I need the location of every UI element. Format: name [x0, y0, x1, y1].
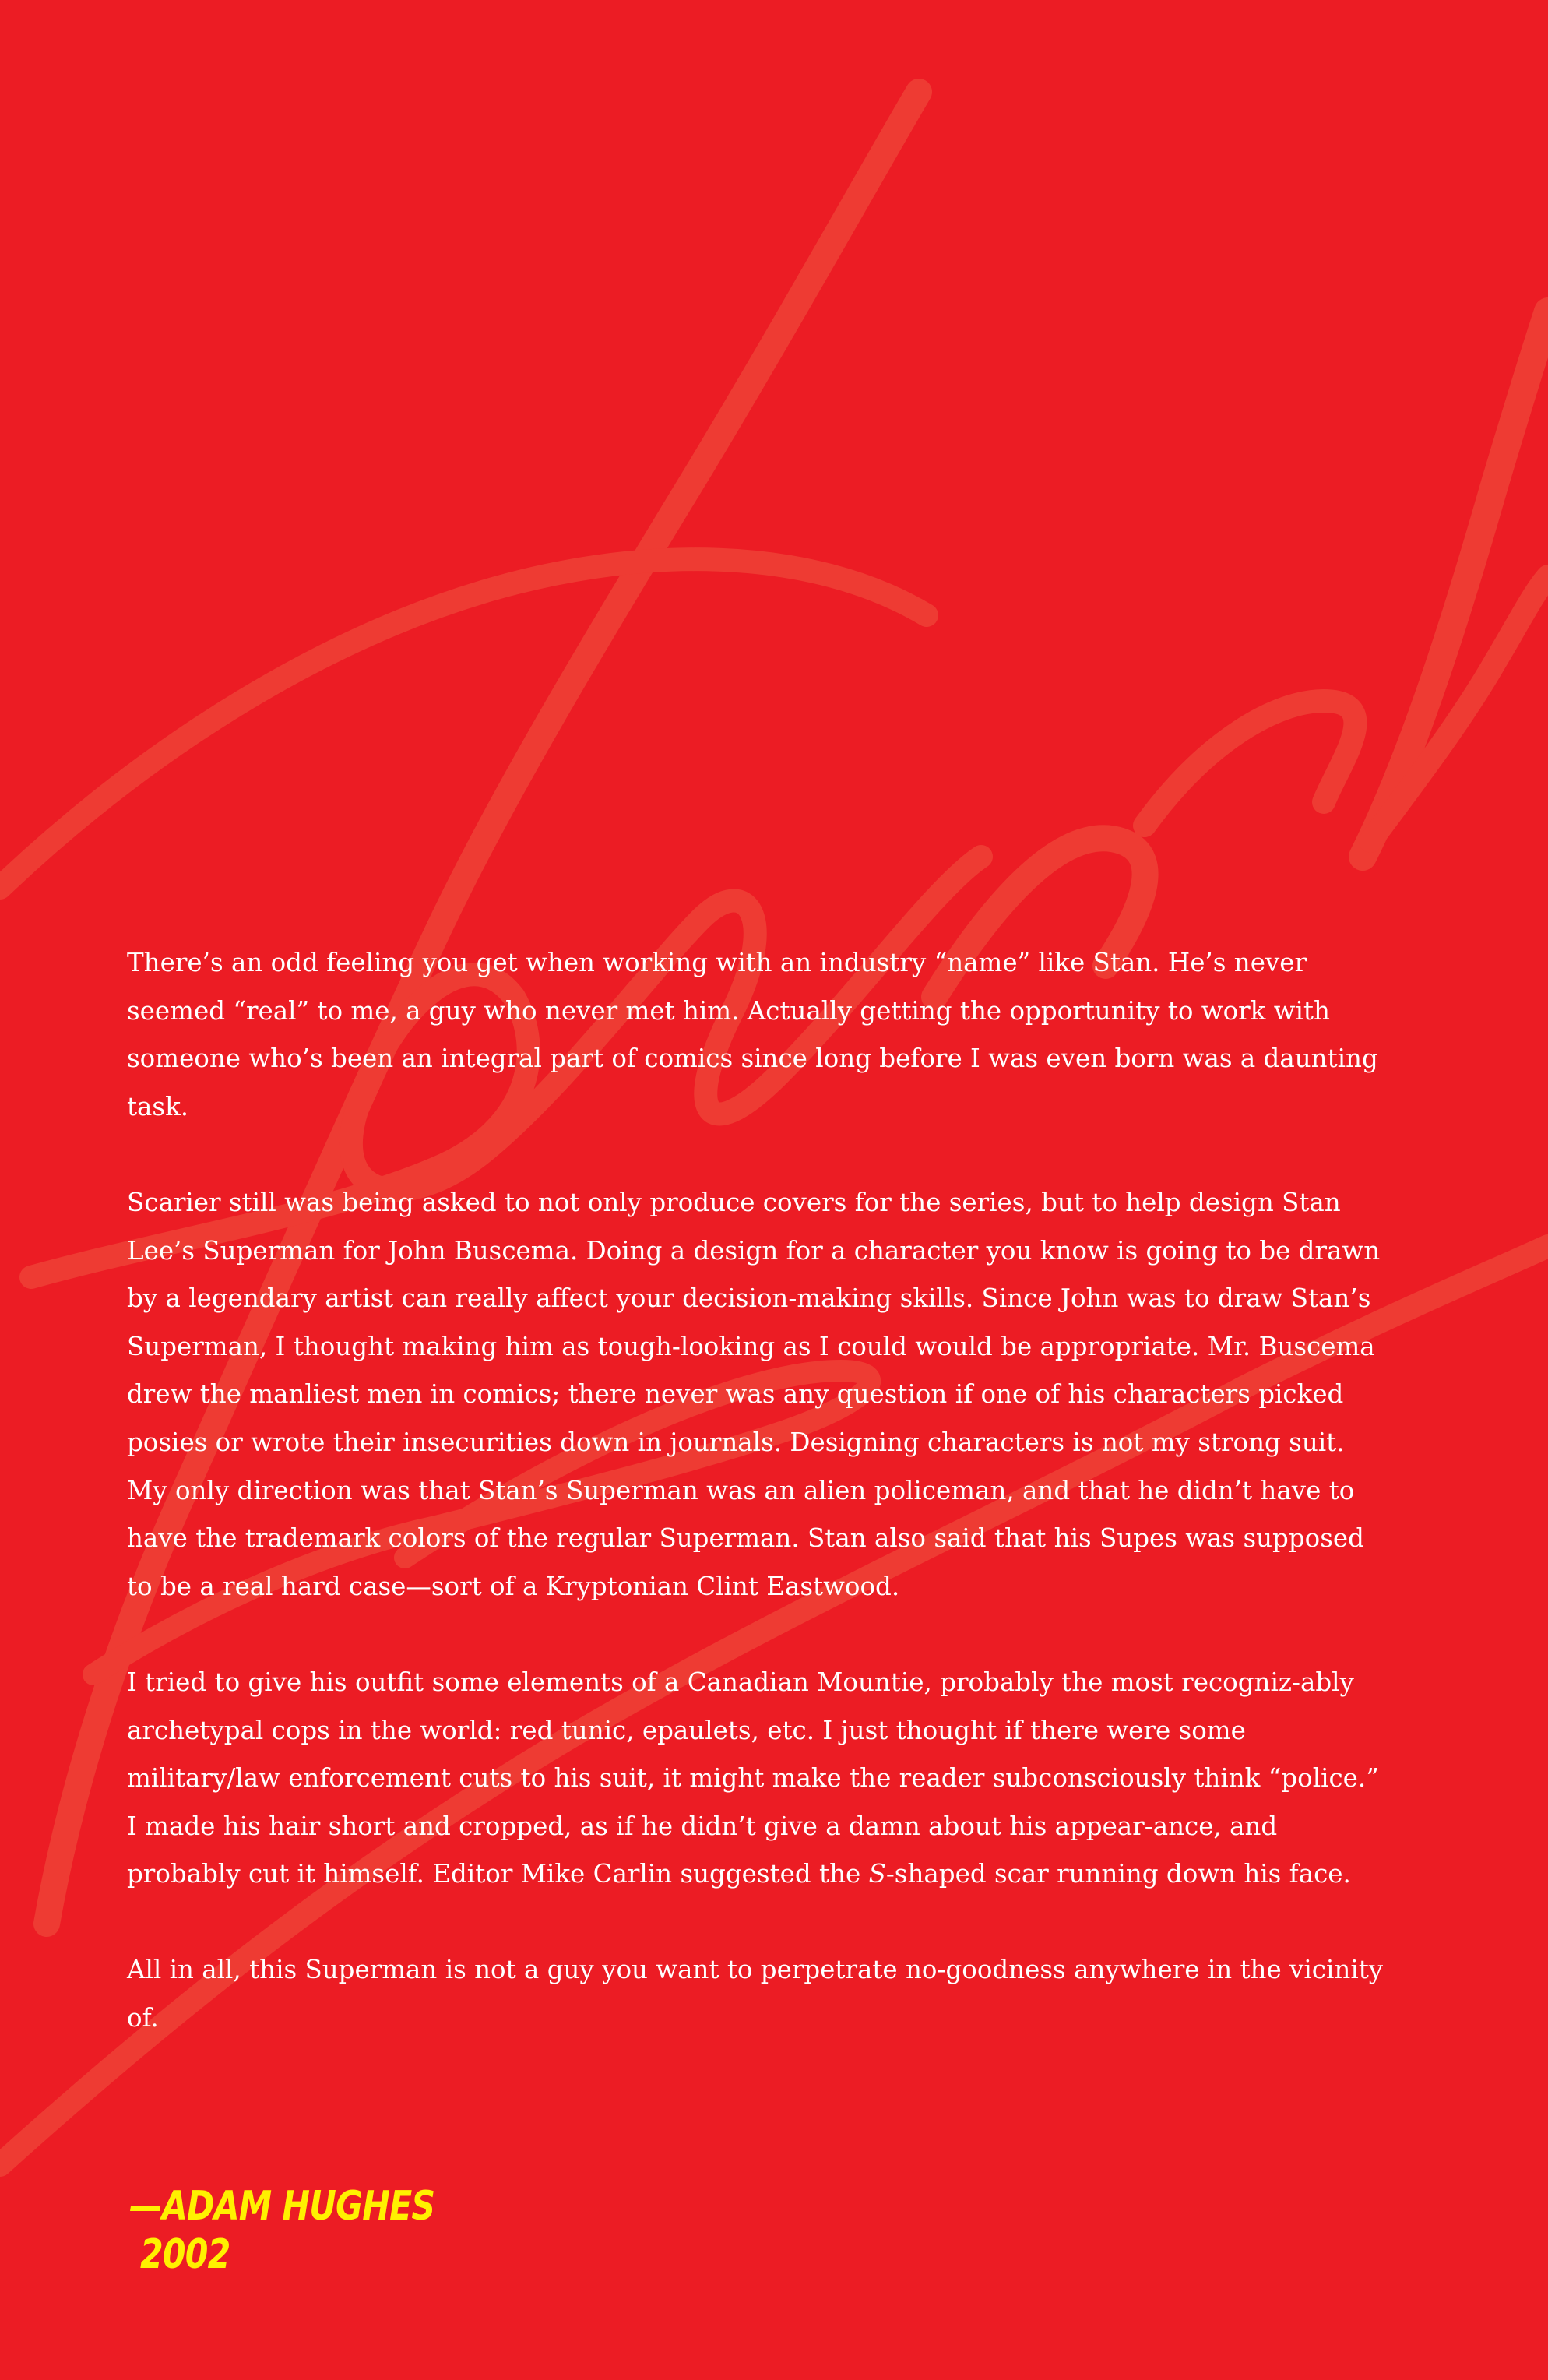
paragraph-2: Scarier still was being asked to not only produce covers for the series, but to help design Stan Lee’s Superman for John Buscema. Doing a design for a character you know is going to be drawn by a legendary artist can really affect your decision-making skills. Since John was to draw Stan’s Superman, I thought making him as tough-looking as I could would be appropriate. Mr. Buscema drew the manliest men in comics; there never was any question if one of his characters picked posies or wrote their insecurities down in journals. Designing characters is not my strong suit. My only direction was that Stan’s Superman was an alien policeman, and that he didn’t have to have the trademark colors of the regular Superman. Stan also said that his Supes was supposed to be a real hard case—sort of a Kryptonian Clint Eastwood.: [127, 1187, 1381, 1601]
signature-stroke: [0, 559, 927, 888]
signature-stroke: [1363, 312, 1548, 857]
credit-year: 2002: [129, 2231, 230, 2278]
paragraph-3: [127, 1659, 1388, 1899]
author-name: —ADAM HUGHES: [129, 2183, 435, 2230]
signature-stroke: [1145, 701, 1355, 826]
paragraph-4: All in all, this Superman is not a guy you want to perpetrate no-goodness anywhere in the vicinity of.: [127, 1955, 1384, 2033]
author-credit: [129, 2182, 434, 2279]
body-text: [127, 939, 1388, 2090]
paragraph-3-text-before: I tried to give his outfit some elements of a Canadian Mountie, probably the most recogniz-ably archetypal cops in the world: red tunic, epaulets, etc. I just thought if there were some military/law enforcement cuts to his suit, it might make the reader subconsciously think “police.” I made his hair short and cropped, as if he didn’t give a damn about his appear-ance, and probably cut it himself. Editor Mike Carlin suggested the: [127, 1667, 1379, 1889]
paragraph-3-text-after: -shaped scar running down his face.: [885, 1859, 1351, 1889]
paragraph-3-emphasis: S: [868, 1859, 886, 1889]
paragraph-1: There’s an odd feeling you get when working with an industry “name” like Stan. He’s never seemed “real” to me, a guy who never met him. Actually getting the opportunity to work with someone who’s been an integral part of comics since long before I was even born was a daunting task.: [127, 948, 1378, 1121]
